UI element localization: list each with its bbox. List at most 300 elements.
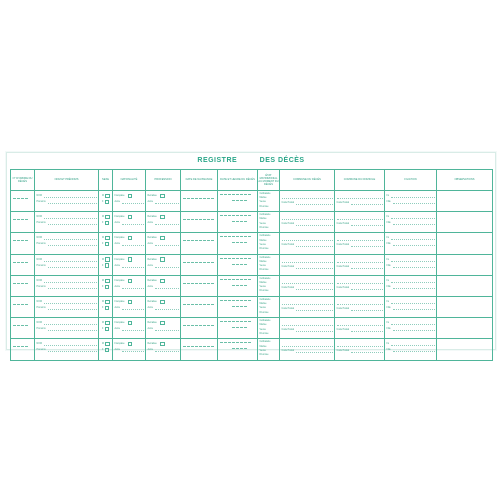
home-commune-cell[interactable] — [335, 318, 385, 339]
digit-slot[interactable] — [236, 348, 238, 349]
nationality-other-line-field[interactable] — [122, 348, 144, 352]
marital-option-2[interactable]: Veuve — [259, 349, 266, 352]
death-datetime-cell[interactable] — [218, 212, 258, 233]
digit-slot[interactable] — [240, 200, 242, 201]
digit-slot[interactable] — [207, 325, 209, 326]
surname-line-field[interactable] — [44, 321, 97, 325]
digit-slot[interactable] — [248, 321, 250, 322]
sex-f-option[interactable] — [99, 263, 112, 269]
digit-slot[interactable] — [244, 215, 246, 216]
filiation-mother-line[interactable] — [385, 284, 436, 290]
marital-option-0[interactable]: Célibataire — [259, 214, 271, 217]
firstnames-line-field[interactable] — [48, 306, 97, 310]
death-postal-line-field[interactable] — [296, 201, 332, 205]
surname-line-field[interactable] — [44, 279, 97, 283]
profession-other-line-field[interactable] — [155, 327, 179, 331]
nationality-fr-option-checkbox[interactable] — [128, 215, 132, 219]
home-postal-line[interactable] — [335, 306, 384, 312]
digit-slot[interactable] — [195, 240, 197, 241]
sex-f-checkbox[interactable] — [105, 263, 109, 267]
marital-option-0[interactable]: Célibataire — [259, 256, 271, 259]
digit-slot[interactable] — [17, 219, 19, 220]
digit-slot[interactable] — [236, 258, 238, 259]
marital-option-1[interactable]: Mariée — [259, 345, 267, 348]
marital-option-2[interactable]: Veuve — [259, 222, 266, 225]
birth-date-field[interactable] — [181, 339, 217, 347]
firstnames-line-field[interactable] — [48, 200, 97, 204]
marital-options[interactable] — [258, 276, 279, 295]
digit-slot[interactable] — [236, 342, 238, 343]
home-commune-cell[interactable] — [335, 212, 385, 233]
name-cell[interactable] — [35, 296, 99, 317]
marital-option-1[interactable]: Mariée — [259, 324, 267, 327]
digit-slot[interactable] — [191, 325, 193, 326]
marital-option-3[interactable]: Divorcée — [259, 311, 269, 314]
filiation-father-line-field[interactable] — [391, 321, 434, 325]
profession-cell[interactable] — [146, 191, 181, 212]
digit-slot[interactable] — [240, 258, 242, 259]
digit-slot[interactable] — [191, 283, 193, 284]
order-number-cell[interactable] — [11, 233, 35, 254]
nationality-cell[interactable] — [113, 254, 146, 275]
marital-option-2[interactable]: Veuve — [259, 264, 266, 267]
digit-slot[interactable] — [21, 283, 23, 284]
home-postal-line-field[interactable] — [351, 286, 382, 290]
surname-line-field[interactable] — [44, 300, 97, 304]
home-postal-line[interactable] — [335, 264, 384, 270]
sex-cell[interactable] — [99, 275, 113, 296]
digit-slot[interactable] — [244, 258, 246, 259]
observations-cell[interactable] — [437, 254, 493, 275]
digit-slot[interactable] — [21, 325, 23, 326]
digit-slot[interactable] — [183, 262, 185, 263]
firstnames-line[interactable] — [35, 347, 98, 353]
birth-date-cell[interactable] — [181, 212, 218, 233]
digit-slot[interactable] — [191, 240, 193, 241]
sex-cell[interactable] — [99, 212, 113, 233]
digit-slot[interactable] — [21, 346, 23, 347]
filiation-father-line-field[interactable] — [391, 300, 434, 304]
marital-options[interactable] — [258, 318, 279, 337]
marital-option-2[interactable]: Veuve — [259, 243, 266, 246]
profession-other-line[interactable] — [146, 305, 180, 311]
firstnames-line[interactable] — [35, 263, 98, 269]
digit-slot[interactable] — [232, 242, 234, 243]
marital-option-0[interactable]: Célibataire — [259, 320, 271, 323]
birth-date-field[interactable] — [181, 318, 217, 326]
digit-slot[interactable] — [232, 264, 234, 265]
digit-slot[interactable] — [232, 258, 234, 259]
profession-retired-option-checkbox[interactable] — [160, 257, 164, 261]
digit-slot[interactable] — [236, 327, 238, 328]
death-datetime-cell[interactable] — [218, 233, 258, 254]
marital-option-1[interactable]: Mariée — [259, 303, 267, 306]
death-postal-line-field[interactable] — [296, 222, 332, 226]
order-number-cell[interactable] — [11, 275, 35, 296]
digit-slot[interactable] — [13, 304, 15, 305]
digit-slot[interactable] — [211, 219, 213, 220]
marital-options[interactable] — [258, 233, 279, 252]
death-postal-line-field[interactable] — [296, 349, 332, 353]
digit-slot[interactable] — [236, 215, 238, 216]
profession-other-line-field[interactable] — [155, 221, 179, 225]
digit-slot[interactable] — [228, 342, 230, 343]
filiation-mother-line-field[interactable] — [393, 200, 435, 204]
digit-slot[interactable] — [203, 240, 205, 241]
filiation-cell[interactable] — [385, 212, 437, 233]
digit-slot[interactable] — [21, 262, 23, 263]
nationality-other-line-field[interactable] — [122, 221, 144, 225]
profession-cell[interactable] — [146, 318, 181, 339]
sex-f-checkbox[interactable] — [105, 242, 109, 246]
death-time-field[interactable] — [218, 301, 257, 307]
digit-slot[interactable] — [224, 236, 226, 237]
digit-slot[interactable] — [13, 283, 15, 284]
digit-slot[interactable] — [228, 279, 230, 280]
profession-cell[interactable] — [146, 233, 181, 254]
marital-option-3[interactable]: Divorcée — [259, 269, 269, 272]
death-postal-line-field[interactable] — [296, 243, 332, 247]
marital-option-0[interactable]: Célibataire — [259, 277, 271, 280]
profession-other-line[interactable] — [146, 263, 180, 269]
digit-slot[interactable] — [187, 325, 189, 326]
home-commune-cell[interactable] — [335, 233, 385, 254]
digit-slot[interactable] — [199, 262, 201, 263]
digit-slot[interactable] — [207, 219, 209, 220]
firstnames-line-field[interactable] — [48, 242, 97, 246]
marital-option-2[interactable]: Veuve — [259, 201, 266, 204]
death-postal-line-field[interactable] — [296, 286, 332, 290]
digit-slot[interactable] — [17, 346, 19, 347]
home-commune-fill[interactable] — [337, 195, 383, 199]
nationality-fr-option-checkbox[interactable] — [128, 279, 132, 283]
digit-slot[interactable] — [232, 215, 234, 216]
digit-slot[interactable] — [195, 262, 197, 263]
digit-slot[interactable] — [232, 327, 234, 328]
sex-m-checkbox[interactable] — [105, 236, 109, 240]
digit-slot[interactable] — [244, 300, 246, 301]
death-time-field[interactable] — [218, 343, 257, 349]
marital-options[interactable] — [258, 191, 279, 210]
digit-slot[interactable] — [240, 306, 242, 307]
home-commune-fill[interactable] — [337, 343, 383, 347]
name-cell[interactable] — [35, 275, 99, 296]
death-postal-line[interactable] — [280, 221, 334, 227]
death-commune-cell[interactable] — [280, 254, 335, 275]
digit-slot[interactable] — [244, 321, 246, 322]
digit-slot[interactable] — [228, 321, 230, 322]
nationality-fr-option-checkbox[interactable] — [128, 321, 132, 325]
digit-slot[interactable] — [211, 198, 213, 199]
marital-option-1[interactable]: Mariée — [259, 197, 267, 200]
digit-slot[interactable] — [17, 198, 19, 199]
marital-option-3[interactable]: Divorcée — [259, 226, 269, 229]
death-time-field[interactable] — [218, 280, 257, 286]
profession-other-line[interactable] — [146, 347, 180, 353]
death-commune-fill[interactable] — [282, 259, 333, 263]
home-commune-cell[interactable] — [335, 339, 385, 360]
digit-slot[interactable] — [236, 306, 238, 307]
digit-slot[interactable] — [195, 325, 197, 326]
filiation-cell[interactable] — [385, 296, 437, 317]
digit-slot[interactable] — [232, 306, 234, 307]
firstnames-line-field[interactable] — [48, 221, 97, 225]
surname-line-field[interactable] — [44, 194, 97, 198]
order-number-field[interactable] — [11, 318, 34, 326]
nationality-other-line[interactable] — [113, 220, 145, 226]
digit-slot[interactable] — [191, 262, 193, 263]
birth-date-field[interactable] — [181, 233, 217, 241]
digit-slot[interactable] — [228, 215, 230, 216]
digit-slot[interactable] — [220, 258, 222, 259]
digit-slot[interactable] — [244, 221, 246, 222]
home-postal-line-field[interactable] — [351, 307, 382, 311]
death-postal-line[interactable] — [280, 200, 334, 206]
death-time-field[interactable] — [218, 259, 257, 265]
name-cell[interactable] — [35, 339, 99, 360]
marital-cell[interactable] — [258, 275, 280, 296]
birth-date-cell[interactable] — [181, 254, 218, 275]
digit-slot[interactable] — [244, 242, 246, 243]
marital-option-1[interactable]: Mariée — [259, 218, 267, 221]
digit-slot[interactable] — [236, 321, 238, 322]
firstnames-line[interactable] — [35, 220, 98, 226]
profession-cell[interactable] — [146, 212, 181, 233]
death-commune-cell[interactable] — [280, 296, 335, 317]
digit-slot[interactable] — [220, 194, 222, 195]
name-cell[interactable] — [35, 254, 99, 275]
observations-cell[interactable] — [437, 318, 493, 339]
filiation-mother-line-field[interactable] — [393, 242, 435, 246]
digit-slot[interactable] — [25, 283, 27, 284]
firstnames-line[interactable] — [35, 305, 98, 311]
digit-slot[interactable] — [207, 262, 209, 263]
digit-slot[interactable] — [244, 327, 246, 328]
digit-slot[interactable] — [220, 342, 222, 343]
digit-slot[interactable] — [248, 236, 250, 237]
nationality-cell[interactable] — [113, 212, 146, 233]
death-time-field[interactable] — [218, 195, 257, 201]
home-postal-line[interactable] — [335, 200, 384, 206]
sex-m-checkbox[interactable] — [105, 279, 109, 283]
nationality-cell[interactable] — [113, 339, 146, 360]
death-commune-fill[interactable] — [282, 280, 333, 284]
digit-slot[interactable] — [13, 240, 15, 241]
digit-slot[interactable] — [195, 283, 197, 284]
nationality-cell[interactable] — [113, 296, 146, 317]
filiation-cell[interactable] — [385, 254, 437, 275]
digit-slot[interactable] — [232, 300, 234, 301]
profession-cell[interactable] — [146, 296, 181, 317]
marital-cell[interactable] — [258, 339, 280, 360]
sex-cell[interactable] — [99, 339, 113, 360]
filiation-cell[interactable] — [385, 339, 437, 360]
order-number-cell[interactable] — [11, 191, 35, 212]
marital-option-0[interactable]: Célibataire — [259, 298, 271, 301]
death-postal-line[interactable] — [280, 327, 334, 333]
home-commune-fill[interactable] — [337, 237, 383, 241]
digit-slot[interactable] — [244, 306, 246, 307]
profession-other-line[interactable] — [146, 199, 180, 205]
digit-slot[interactable] — [211, 262, 213, 263]
digit-slot[interactable] — [187, 240, 189, 241]
digit-slot[interactable] — [195, 198, 197, 199]
sex-f-checkbox[interactable] — [105, 221, 109, 225]
digit-slot[interactable] — [236, 300, 238, 301]
order-number-cell[interactable] — [11, 212, 35, 233]
digit-slot[interactable] — [240, 342, 242, 343]
filiation-father-line-field[interactable] — [391, 258, 434, 262]
filiation-mother-line[interactable] — [385, 305, 436, 311]
observations-cell[interactable] — [437, 191, 493, 212]
profession-other-line-field[interactable] — [155, 306, 179, 310]
nationality-other-line[interactable] — [113, 263, 145, 269]
digit-slot[interactable] — [17, 262, 19, 263]
profession-other-line-field[interactable] — [155, 200, 179, 204]
filiation-mother-line-field[interactable] — [393, 264, 435, 268]
nationality-cell[interactable] — [113, 233, 146, 254]
home-commune-cell[interactable] — [335, 296, 385, 317]
sex-cell[interactable] — [99, 254, 113, 275]
sex-m-checkbox[interactable] — [105, 215, 109, 219]
filiation-father-line-field[interactable] — [391, 279, 434, 283]
observations-cell[interactable] — [437, 339, 493, 360]
digit-slot[interactable] — [236, 285, 238, 286]
digit-slot[interactable] — [240, 242, 242, 243]
firstnames-line[interactable] — [35, 326, 98, 332]
digit-slot[interactable] — [183, 240, 185, 241]
firstnames-line[interactable] — [35, 284, 98, 290]
filiation-father-line-field[interactable] — [391, 342, 434, 346]
order-number-field[interactable] — [11, 233, 34, 241]
profession-retired-option-checkbox[interactable] — [160, 279, 164, 283]
home-commune-cell[interactable] — [335, 191, 385, 212]
profession-retired-option-checkbox[interactable] — [160, 215, 164, 219]
sex-m-checkbox[interactable] — [105, 194, 109, 198]
sex-m-checkbox[interactable] — [105, 257, 109, 261]
profession-retired-option-checkbox[interactable] — [160, 300, 164, 304]
nationality-other-line[interactable] — [113, 241, 145, 247]
nationality-fr-option-checkbox[interactable] — [128, 300, 132, 304]
digit-slot[interactable] — [248, 258, 250, 259]
sex-cell[interactable] — [99, 296, 113, 317]
digit-slot[interactable] — [183, 304, 185, 305]
birth-date-cell[interactable] — [181, 339, 218, 360]
sex-f-option[interactable] — [99, 305, 112, 311]
digit-slot[interactable] — [211, 304, 213, 305]
digit-slot[interactable] — [203, 262, 205, 263]
marital-option-0[interactable]: Célibataire — [259, 235, 271, 238]
death-postal-line[interactable] — [280, 242, 334, 248]
filiation-father-line-field[interactable] — [391, 215, 434, 219]
birth-date-field[interactable] — [181, 255, 217, 263]
digit-slot[interactable] — [199, 198, 201, 199]
digit-slot[interactable] — [203, 346, 205, 347]
order-number-field[interactable] — [11, 255, 34, 263]
filiation-father-line-field[interactable] — [391, 236, 434, 240]
home-postal-line-field[interactable] — [351, 349, 382, 353]
digit-slot[interactable] — [220, 279, 222, 280]
digit-slot[interactable] — [183, 346, 185, 347]
sex-f-option[interactable] — [99, 326, 112, 332]
filiation-mother-line[interactable] — [385, 326, 436, 332]
digit-slot[interactable] — [228, 300, 230, 301]
death-postal-line-field[interactable] — [296, 265, 332, 269]
digit-slot[interactable] — [244, 342, 246, 343]
digit-slot[interactable] — [21, 219, 23, 220]
filiation-mother-line-field[interactable] — [393, 306, 435, 310]
nationality-other-line-field[interactable] — [122, 242, 144, 246]
digit-slot[interactable] — [21, 304, 23, 305]
digit-slot[interactable] — [236, 242, 238, 243]
home-postal-line[interactable] — [335, 327, 384, 333]
marital-option-1[interactable]: Mariée — [259, 281, 267, 284]
home-commune-cell[interactable] — [335, 254, 385, 275]
sex-f-checkbox[interactable] — [105, 200, 109, 204]
death-datetime-cell[interactable] — [218, 318, 258, 339]
nationality-other-line-field[interactable] — [122, 200, 144, 204]
death-postal-line[interactable] — [280, 285, 334, 291]
digit-slot[interactable] — [25, 240, 27, 241]
filiation-cell[interactable] — [385, 233, 437, 254]
birth-date-cell[interactable] — [181, 191, 218, 212]
digit-slot[interactable] — [244, 285, 246, 286]
sex-cell[interactable] — [99, 318, 113, 339]
marital-option-3[interactable]: Divorcée — [259, 353, 269, 356]
digit-slot[interactable] — [199, 304, 201, 305]
digit-slot[interactable] — [17, 325, 19, 326]
filiation-mother-line-field[interactable] — [393, 327, 435, 331]
nationality-cell[interactable] — [113, 275, 146, 296]
home-commune-fill[interactable] — [337, 216, 383, 220]
digit-slot[interactable] — [220, 236, 222, 237]
nationality-other-line[interactable] — [113, 284, 145, 290]
birth-date-cell[interactable] — [181, 318, 218, 339]
digit-slot[interactable] — [25, 219, 27, 220]
nationality-other-line[interactable] — [113, 347, 145, 353]
nationality-fr-option-checkbox[interactable] — [128, 194, 132, 198]
nationality-other-line[interactable] — [113, 199, 145, 205]
surname-line-field[interactable] — [44, 215, 97, 219]
marital-options[interactable] — [258, 339, 279, 358]
home-postal-line[interactable] — [335, 221, 384, 227]
profession-cell[interactable] — [146, 339, 181, 360]
nationality-cell[interactable] — [113, 191, 146, 212]
death-commune-cell[interactable] — [280, 191, 335, 212]
death-datetime-cell[interactable] — [218, 191, 258, 212]
digit-slot[interactable] — [232, 321, 234, 322]
surname-line-field[interactable] — [44, 258, 97, 262]
marital-option-0[interactable]: Célibataire — [259, 193, 271, 195]
digit-slot[interactable] — [236, 279, 238, 280]
profession-cell[interactable] — [146, 275, 181, 296]
digit-slot[interactable] — [244, 279, 246, 280]
digit-slot[interactable] — [244, 264, 246, 265]
digit-slot[interactable] — [244, 200, 246, 201]
digit-slot[interactable] — [187, 198, 189, 199]
death-commune-cell[interactable] — [280, 339, 335, 360]
nationality-other-line[interactable] — [113, 305, 145, 311]
profession-other-line-field[interactable] — [155, 264, 179, 268]
digit-slot[interactable] — [13, 198, 15, 199]
order-number-field[interactable] — [11, 191, 34, 199]
digit-slot[interactable] — [25, 346, 27, 347]
digit-slot[interactable] — [195, 346, 197, 347]
death-time-field[interactable] — [218, 237, 257, 243]
profession-other-line-field[interactable] — [155, 242, 179, 246]
digit-slot[interactable] — [232, 342, 234, 343]
order-number-field[interactable] — [11, 276, 34, 284]
